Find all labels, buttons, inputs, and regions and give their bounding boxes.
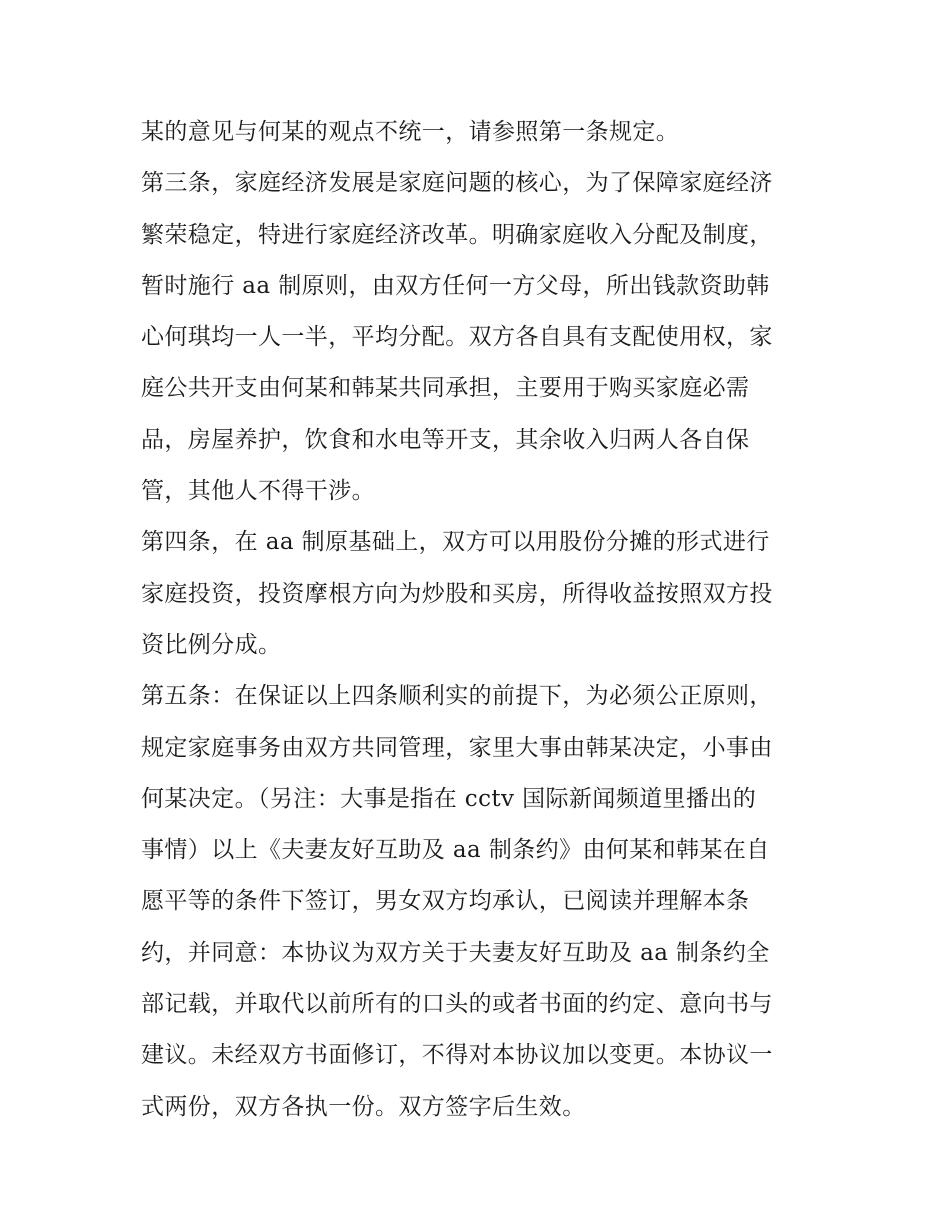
text-line: 管，其他人不得干涉。: [141, 478, 375, 505]
text-line: 第四条，在 aa 制原基础上，双方可以用股份分摊的形式进行: [141, 529, 770, 556]
text-line: 心何琪均一人一半，平均分配。双方各自具有支配使用权，家: [141, 324, 773, 351]
text-line: 庭公共开支由何某和韩某共同承担，主要用于购买家庭必需: [141, 375, 750, 402]
text-line: 建议。未经双方书面修订，不得对本协议加以变更。本协议一: [141, 1042, 773, 1069]
text-line: 式两份，双方各执一份。双方签字后生效。: [141, 1093, 586, 1120]
text-line: 某的意见与何某的观点不统一，请参照第一条规定。: [141, 119, 680, 145]
text-line: 部记载，并取代以前所有的口头的或者书面的约定、意向书与: [141, 991, 773, 1018]
text-line: 第三条，家庭经济发展是家庭问题的核心，为了保障家庭经济: [141, 170, 773, 197]
text-line: 品，房屋养护，饮食和水电等开支，其余收入归两人各自保: [141, 426, 750, 453]
text-line: 资比例分成。: [141, 631, 282, 658]
text-line: 约，并同意：本协议为双方关于夫妻友好互助及 aa 制条约全: [141, 939, 770, 966]
text-line: 暂时施行 aa 制原则，由双方任何一方父母，所出钱款资助韩: [141, 272, 770, 299]
text-line: 第五条：在保证以上四条顺利实的前提下，为必须公正原则，: [141, 683, 773, 710]
text-line: 愿平等的条件下签订，男女双方均承认，已阅读并理解本条: [141, 888, 750, 915]
text-line: 事情）以上《夫妻友好互助及 aa 制条约》由何某和韩某在自: [141, 837, 770, 864]
text-line: 家庭投资，投资摩根方向为炒股和买房，所得收益按照双方投: [141, 580, 773, 607]
text-line: 何某决定。（另注：大事是指在 cctv 国际新闻频道里播出的: [141, 785, 757, 812]
text-line: 规定家庭事务由双方共同管理，家里大事由韩某决定，小事由: [141, 734, 773, 761]
text-line: 繁荣稳定，特进行家庭经济改革。明确家庭收入分配及制度，: [141, 221, 773, 248]
document-body: [141, 107, 816, 1133]
